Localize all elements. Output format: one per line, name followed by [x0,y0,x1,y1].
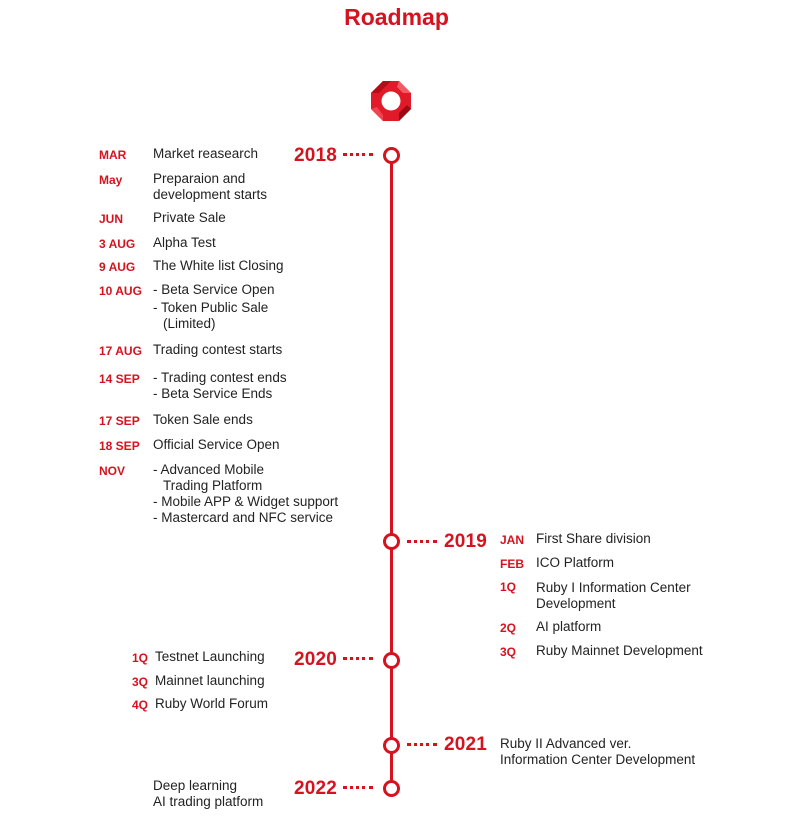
event-date: JAN [500,533,525,547]
event-desc: The White list Closing [153,258,284,273]
timeline-node-2018 [383,147,400,164]
timeline-line [390,154,393,788]
event-date: 4Q [131,698,148,712]
event-desc: Token Sale ends [153,412,253,427]
event-date: 1Q [131,651,148,665]
connector-2022 [343,786,373,789]
event-date: May [99,173,123,187]
event-desc: - Trading contest ends [153,370,287,385]
event-desc: - Mastercard and NFC service [153,510,334,525]
event-desc: - Beta Service Open [153,282,275,297]
event-desc: Market reasearch [153,146,259,161]
event-date: 17 SEP [99,414,140,428]
timeline-node-2022 [383,780,400,797]
event-date: 9 AUG [99,260,136,274]
event-desc: Information Center Development [500,752,696,767]
event-desc: Ruby World Forum [155,696,269,711]
event-desc: Private Sale [153,210,226,225]
event-desc: Testnet Launching [155,649,265,664]
event-desc: ICO Platform [536,555,615,570]
event-desc: - Token Public Sale [153,300,269,315]
event-date: 2Q [500,621,517,635]
event-date: 3Q [131,675,148,689]
event-desc: Alpha Test [153,235,216,250]
event-desc: Trading contest starts [153,342,283,357]
event-desc: Official Service Open [153,437,280,452]
event-desc: Development [536,596,616,611]
year-label-2022: 2022 [294,778,338,799]
page-title: Roadmap [344,4,449,30]
event-desc: Mainnet launching [155,673,265,688]
event-desc: Deep learning [153,778,238,793]
year-label-2020: 2020 [294,649,338,670]
event-date: FEB [500,557,524,571]
connector-2021 [407,743,437,746]
connector-2019 [407,540,437,543]
event-desc: AI platform [536,619,602,634]
event-desc: (Limited) [163,316,216,331]
event-desc: Ruby I Information Center [536,580,691,595]
timeline-node-2021 [383,737,400,754]
event-date: 10 AUG [99,284,142,298]
event-date: 17 AUG [99,344,142,358]
year-label-2018: 2018 [294,145,338,166]
event-desc: Preparaion and [153,171,246,186]
event-desc: Ruby Mainnet Development [536,643,703,658]
event-desc: First Share division [536,531,651,546]
event-date: NOV [99,464,126,478]
event-desc: AI trading platform [153,794,264,809]
event-desc: - Beta Service Ends [153,386,273,401]
event-date: JUN [99,212,124,226]
event-date: MAR [99,148,127,162]
event-date: 1Q [500,580,517,594]
event-desc: Ruby II Advanced ver. [500,736,632,751]
event-desc: development starts [153,187,268,202]
event-date: 3 AUG [99,237,136,251]
timeline-node-2019 [383,533,400,550]
timeline-node-2020 [383,652,400,669]
event-date: 18 SEP [99,439,140,453]
year-label-2021: 2021 [444,734,488,755]
event-date: 14 SEP [99,372,140,386]
event-desc: - Advanced Mobile [153,462,265,477]
ruby-octagon-icon [370,80,412,122]
connector-2018 [343,153,373,156]
year-label-2019: 2019 [444,531,488,552]
connector-2020 [343,657,373,660]
event-desc: Trading Platform [163,478,263,493]
event-desc: - Mobile APP & Widget support [153,494,339,509]
event-date: 3Q [500,645,517,659]
